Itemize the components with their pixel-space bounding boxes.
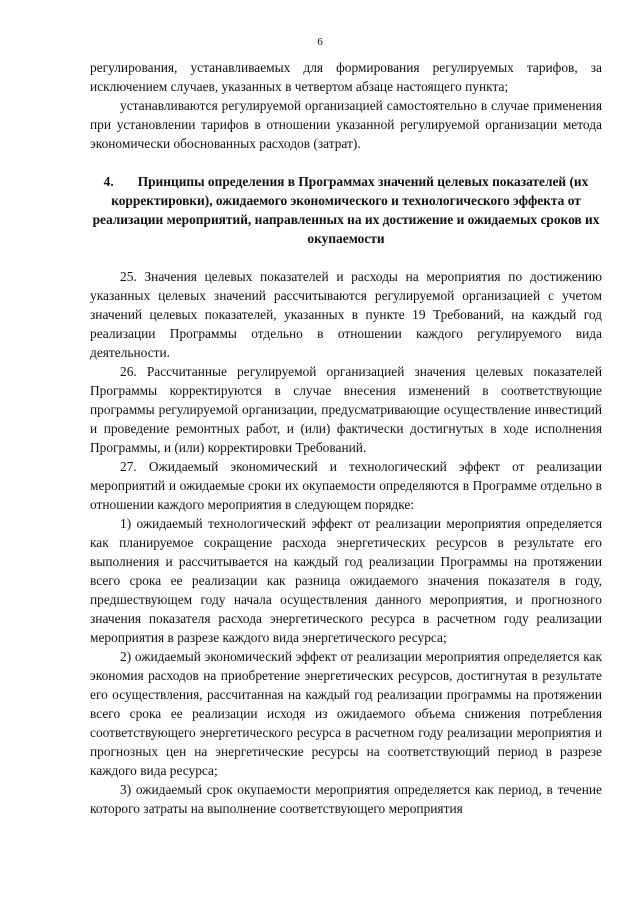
- section-heading: [90, 172, 602, 248]
- section-title: Принципы определения в Программах значений целевых показателей (их корректировки), ожидаемого экономического и технологического эффекта от реализации мероприятий, направленных на их достижение и ожидаемых сроков их окупаемости: [92, 174, 600, 246]
- paragraph-27: 27. Ожидаемый экономический и технологический эффект от реализации мероприятий и ожидаемые сроки их окупаемости определяются в Программе отдельно в отношении каждого мероприятия в следующем порядке:: [90, 459, 602, 512]
- document-body: [90, 58, 602, 818]
- paragraph-26: 26. Рассчитанные регулируемой организацией значения целевых показателей Программы корректируются в случае внесения изменений в соответствующие программы регулируемой организации, предусматривающие осуществление инвестиций и проведение ремонтных работ, и (или) фактически достигнутых в ходе исполнения Программы, и (или) корректировки Требований.: [90, 364, 602, 455]
- list-item-1: 1) ожидаемый технологический эффект от реализации мероприятия определяется как планируемое сокращение расхода энергетических ресурсов в результате его выполнения и рассчитывается на каждый год реализации Программы на протяжении всего срока ее реализации как разница ожидаемого значения показателя в году, предшествующем году начала осуществления данного мероприятия, и прогнозного значения показателя расхода энергетического ресурса в расчетном году реализации мероприятия в разрезе каждого вида энергетического ресурса;: [90, 516, 602, 645]
- section-number: 4.: [103, 174, 114, 189]
- page-number: 6: [317, 36, 323, 48]
- list-item-3: 3) ожидаемый срок окупаемости мероприятия определяется как период, в течение которого затраты на выполнение соответствующего мероприятия: [90, 782, 602, 816]
- list-item-2: 2) ожидаемый экономический эффект от реализации мероприятия определяется как экономия расходов на приобретение энергетических ресурсов, достигнутая в результате его осуществления, рассчитанная на каждый год реализации программы на протяжении всего срока ее реализации исходя из ожидаемого объема снижения потребления соответствующего энергетического ресурса в расчетном году реализации мероприятия и прогнозных цен на энергетические ресурсы на соответствующий период в разрезе каждого вида ресурса;: [90, 649, 602, 778]
- paragraph-25: 25. Значения целевых показателей и расходы на мероприятия по достижению указанных целевых значений рассчитываются регулируемой организацией с учетом значений целевых показателей, указанных в пункте 19 Требований, на каждый год реализации Программы отдельно в отношении каждого регулируемого вида деятельности.: [90, 269, 602, 360]
- paragraph-intro-2: устанавливаются регулируемой организацией самостоятельно в случае применения при установлении тарифов в отношении указанной регулируемой организации метода экономически обоснованных расходов (затрат).: [90, 98, 602, 151]
- paragraph-continuation: регулирования, устанавливаемых для формирования регулируемых тарифов, за исключением случаев, указанных в четвертом абзаце настоящего пункта;: [90, 60, 602, 94]
